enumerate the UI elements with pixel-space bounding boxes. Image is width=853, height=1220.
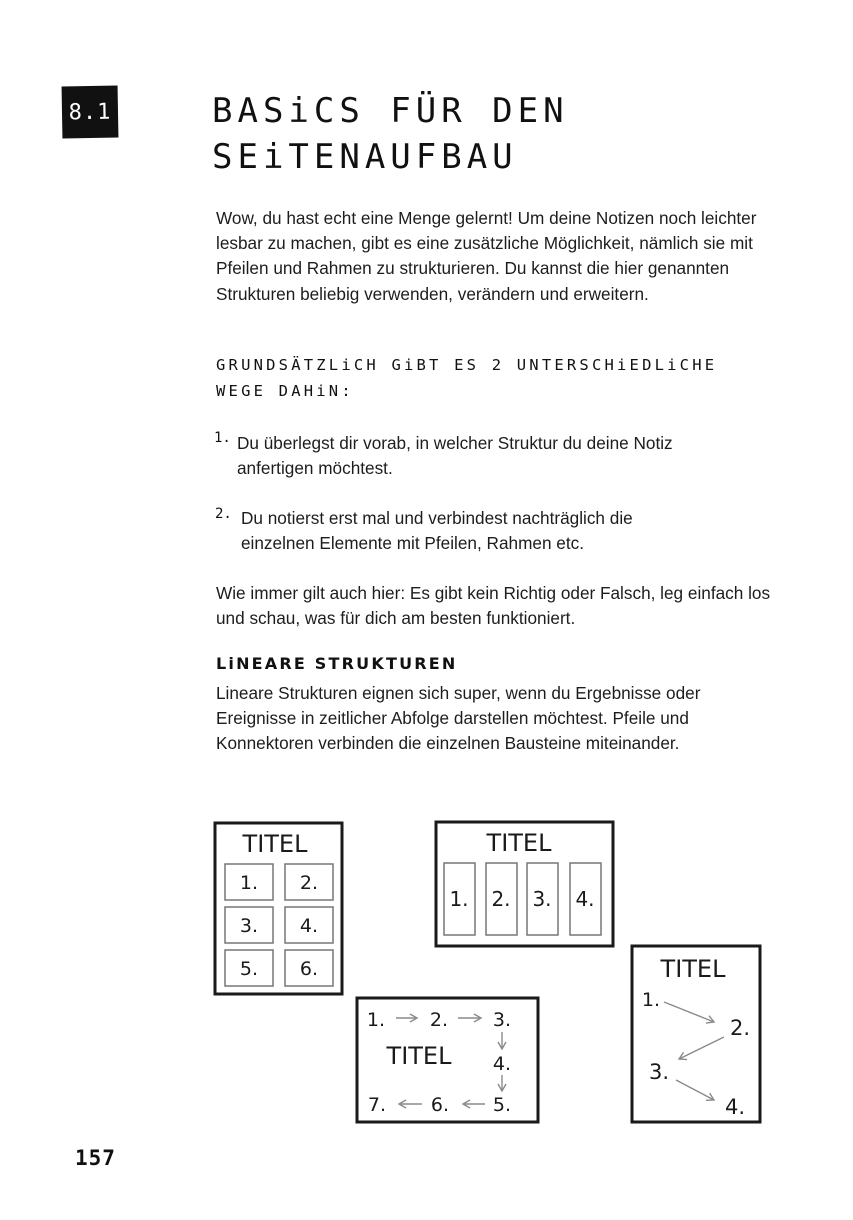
zigzag-arrow-1-2: [664, 1002, 714, 1022]
diagram-columns: [436, 822, 613, 946]
grid-label-3: 3.: [239, 915, 259, 937]
subheading-line-1: GRUNDSÄTZLiCH GiBT ES 2 UNTERSCHiEDLiCHE: [216, 356, 718, 374]
grid-label-2: 2.: [299, 872, 319, 894]
zigzag-item-1: 1.: [641, 989, 661, 1011]
page-number: 157: [75, 1146, 116, 1170]
step-1-line-1: Du überlegst dir vorab, in welcher Struktur du deine Notiz: [237, 433, 673, 453]
step-2-line-2: einzelnen Elemente mit Pfeilen, Rahmen etc.: [241, 533, 584, 554]
step-2-number: 2.: [215, 506, 232, 522]
loop-item-6: 6.: [430, 1094, 450, 1116]
intro-paragraph: Wow, du hast echt eine Menge gelernt! Um deine Notizen noch leichter lesbar zu machen, gibt es eine zusätzliche Möglichkeit, nämlich sie mit Pfeilen und Rahmen zu strukturieren. Du kannst die hier genannten Strukturen beliebig verwenden, verändern und erweitern.: [216, 208, 757, 304]
loop-title: TITEL: [386, 1042, 452, 1070]
columns-title: TITEL: [486, 829, 552, 857]
page-title-line-1: BASiCS FÜR DEN: [212, 91, 569, 131]
grid-label-4: 4.: [299, 915, 319, 937]
step-2-line-1: Du notierst erst mal und verbindest nachträglich die: [241, 508, 633, 528]
loop-item-4: 4.: [492, 1053, 512, 1075]
loop-item-7: 7.: [367, 1094, 387, 1116]
section-heading-linear: LiNEARE STRUKTUREN: [216, 654, 458, 673]
loop-item-5: 5.: [492, 1094, 512, 1116]
chapter-number: 8.1: [68, 99, 112, 125]
loop-item-3: 3.: [492, 1009, 512, 1031]
diagram-loop: [357, 998, 538, 1122]
diagram-grid: [215, 823, 342, 994]
diagram-zigzag: [632, 946, 760, 1122]
page-title-line-2: SEiTENAUFBAU: [212, 137, 518, 177]
zigzag-arrow-3-4: [676, 1080, 714, 1100]
grid-label-6: 6.: [299, 958, 319, 980]
grid-title: TITEL: [242, 830, 308, 858]
step-1-line-2: anfertigen möchtest.: [237, 458, 393, 479]
zigzag-title: TITEL: [660, 955, 726, 983]
grid-label-1: 1.: [239, 872, 259, 894]
zigzag-item-2: 2.: [729, 1016, 751, 1040]
step-1-number: 1.: [214, 430, 231, 446]
column-label-2: 2.: [491, 887, 511, 911]
zigzag-item-3: 3.: [648, 1060, 670, 1084]
loop-item-2: 2.: [429, 1009, 449, 1031]
column-label-1: 1.: [449, 887, 469, 911]
subheading-line-2: WEGE DAHiN:: [216, 382, 354, 400]
loop-item-1: 1.: [366, 1009, 386, 1031]
grid-label-5: 5.: [239, 958, 259, 980]
zigzag-item-4: 4.: [724, 1095, 746, 1119]
column-label-4: 4.: [575, 887, 595, 911]
linear-paragraph: Lineare Strukturen eignen sich super, wenn du Ergebnisse oder Ereignisse in zeitlicher Abfolge darstellen möchtest. Pfeile und Konnektoren verbinden die einzelnen Bausteine miteinander.: [216, 683, 701, 754]
closing-paragraph: Wie immer gilt auch hier: Es gibt kein Richtig oder Falsch, leg einfach los und schau, was für dich am besten funktioniert.: [216, 583, 771, 629]
zigzag-arrow-2-3: [679, 1037, 724, 1059]
column-label-3: 3.: [532, 887, 552, 911]
